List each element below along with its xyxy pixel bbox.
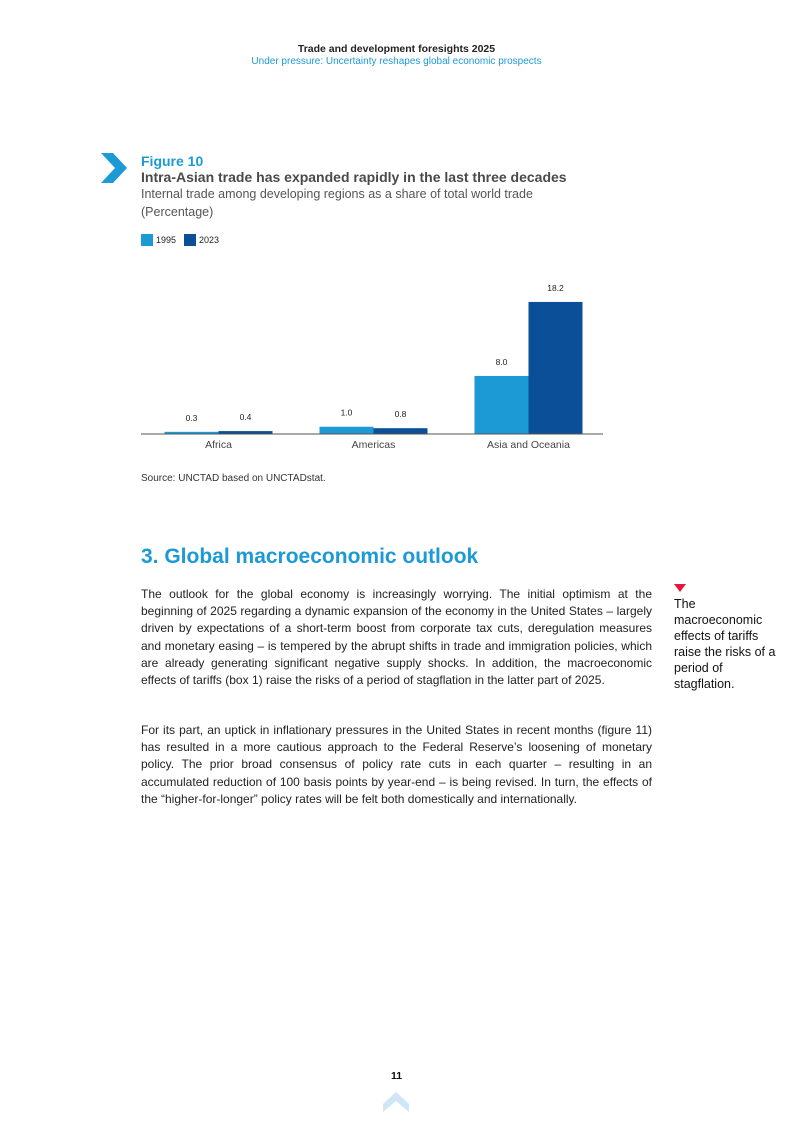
body-paragraph-2: For its part, an uptick in inflationary pressures in the United States in recent months (figure 11) has resulted in a more cautious approach to the Federal Reserve’s loosening of monetary policy. The prior broad consensus of policy rate cuts in each quarter – resulting in an accumulated reduction of 100 basis points by year-end – is being revised. In turn, the effects of the “higher-for-longer” policy rates will be felt both domestically and internationally. (141, 723, 652, 806)
body-paragraph-1: The outlook for the global economy is increasingly worrying. The initial optimism at the beginning of 2025 regarding a dynamic expansion of the economy in the United States – largely driven by expectations of a short-term boost from corporate tax cuts, deregulation measures and monetary easing – is tempered by the abrupt shifts in trade and immigration policies, which are already generating significant negative supply shocks. In addition, the macroeconomic effects of tariffs (box 1) raise the risks of a period of stagflation in the latter part of 2025. (141, 587, 652, 688)
legend-label-2023: 2023 (199, 235, 220, 245)
figure-label: Figure 10 (141, 153, 204, 169)
bar-2023-americas (374, 428, 428, 434)
data-label: 0.3 (185, 412, 198, 423)
bar-chart (141, 266, 606, 456)
legend-label-1995: 1995 (156, 235, 177, 245)
chevron-right-icon (99, 153, 129, 183)
data-label: 18.2 (547, 282, 564, 293)
legend-item-1995 (141, 234, 176, 246)
x-tick-label: Asia and Oceania (487, 439, 570, 451)
chevron-up-icon[interactable] (383, 1090, 409, 1114)
bar-1995-asia-and-oceania (475, 376, 529, 434)
figure-title: Intra-Asian trade has expanded rapidly in the last three decades (141, 169, 567, 185)
x-tick-label: Africa (205, 439, 232, 451)
running-header-subtitle: Under pressure: Uncertainty reshapes global economic prospects (251, 56, 542, 67)
running-header-title: Trade and development foresights 2025 (297, 43, 496, 55)
chart-legend (141, 234, 227, 246)
data-label: 0.8 (394, 409, 407, 420)
data-label: 0.4 (239, 412, 252, 423)
page-number: 11 (390, 1070, 403, 1082)
section-title: 3. Global macroeconomic outlook (141, 545, 479, 568)
figure-unit: (Percentage) (141, 205, 214, 219)
figure-subtitle: Internal trade among developing regions as a share of total world trade (141, 187, 533, 201)
margin-callout: The macroeconomic effects of tariffs raise the risks of a period of stagflation. (674, 597, 776, 691)
bar-1995-americas (320, 427, 374, 434)
x-tick-label: Americas (351, 439, 396, 451)
legend-swatch-2023 (184, 234, 196, 246)
data-label: 8.0 (495, 356, 508, 367)
data-label: 1.0 (340, 407, 353, 418)
callout-marker-icon (674, 584, 686, 592)
figure-source: Source: UNCTAD based on UNCTADstat. (141, 473, 326, 484)
bar-2023-asia-and-oceania (529, 302, 583, 434)
legend-swatch-1995 (141, 234, 153, 246)
legend-item-2023 (184, 234, 219, 246)
